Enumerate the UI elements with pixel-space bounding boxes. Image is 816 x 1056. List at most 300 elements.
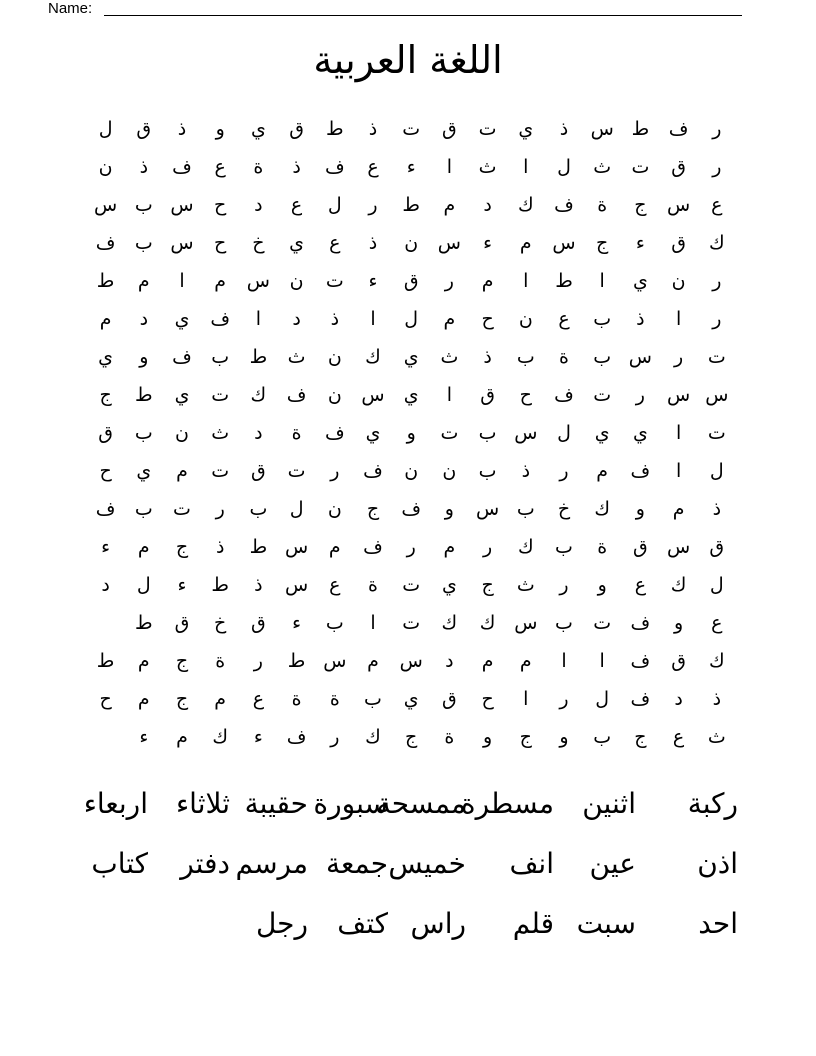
grid-letter: ح [481,688,494,710]
grid-letter: ء [635,232,645,254]
grid-letter: و [674,612,684,634]
grid-letter: ي [289,232,305,254]
grid-letter: ج [175,536,189,558]
grid-letter: ط [249,536,268,558]
grid-letter: م [137,270,150,292]
grid-letter: ت [211,460,230,482]
grid-letter: ا [446,384,453,406]
grid-letter: ك [594,498,611,520]
grid-letter: م [176,726,188,748]
grid-letter: ت [593,612,612,634]
grid-letter: ق [671,650,686,672]
grid-letter: ر [368,194,378,216]
word-bank-word: مسطرة [460,787,554,820]
grid-letter: م [328,536,341,558]
grid-letter: ء [101,536,111,558]
grid-letter: م [137,688,150,710]
grid-letter: ك [441,612,458,634]
word-bank-word: عين [589,847,636,880]
grid-letter: م [137,650,150,672]
grid-letter: ف [324,422,345,444]
grid-letter: ر [330,460,340,482]
grid-letter: ط [96,650,115,672]
grid-letter: ي [174,384,190,406]
grid-letter: م [367,650,379,672]
grid-letter: م [443,536,456,558]
grid-letter: ب [593,308,612,330]
grid-letter: ب [134,194,153,216]
grid-letter: ع [290,194,303,216]
grid-letter: و [635,498,645,520]
grid-letter: ط [211,574,229,596]
grid-letter: ج [175,650,189,672]
grid-letter: ت [325,270,344,292]
grid-letter: ذ [292,156,301,178]
grid-letter: س [666,384,691,406]
grid-letter: س [93,194,118,216]
grid-letter: ي [98,346,114,368]
word-bank-word: احد [698,907,738,940]
word-bank-word: انف [509,847,554,880]
grid-letter: ع [711,612,723,634]
grid-letter: م [519,232,532,254]
grid-letter: ي [136,460,152,482]
grid-letter: ر [330,726,340,748]
grid-row [86,186,736,224]
grid-letter: ة [253,156,264,178]
grid-letter: ج [596,232,609,254]
grid-letter: ب [211,346,230,368]
grid-letter: ا [599,650,605,672]
grid-letter: د [139,308,149,330]
grid-letter: ف [286,384,307,406]
grid-letter: ذ [368,118,378,140]
grid-letter: ف [630,460,651,482]
grid-letter: ب [516,498,535,520]
word-bank-word: جمعة [325,847,388,880]
grid-letter: ت [631,156,650,178]
grid-row [86,680,736,718]
grid-letter: ف [172,156,192,178]
grid-letter: ي [250,118,266,140]
grid-letter: ط [631,118,650,140]
grid-letter: ق [251,612,266,634]
grid-letter: س [666,194,691,216]
grid-letter: ق [442,688,457,710]
grid-letter: ك [212,726,229,748]
grid-letter: ذ [254,574,263,596]
word-bank-row [40,896,740,956]
grid-letter: ع [558,308,570,330]
word-bank-word: ممسحة [376,787,466,820]
page-title: اللغة العربية [313,38,503,82]
grid-letter: ت [402,612,421,634]
grid-letter: د [292,308,301,330]
word-bank-word: سبت [576,907,636,940]
grid-letter: ن [671,270,686,292]
grid-letter: ق [289,118,304,140]
grid-letter: ي [174,308,190,330]
grid-letter: ء [253,726,263,748]
grid-letter: د [674,688,683,710]
grid-letter: م [443,194,456,216]
grid-letter: ج [405,726,418,748]
grid-letter: ت [173,498,191,520]
grid-letter: ف [401,498,422,520]
grid-letter: ت [287,460,306,482]
grid-letter: ا [523,270,529,292]
grid-letter: و [139,346,149,368]
grid-letter: ع [672,726,685,748]
grid-row [86,718,736,756]
grid-letter: ل [289,498,304,520]
grid-letter: ق [403,270,419,292]
grid-letter: ب [516,346,535,368]
grid-letter: ط [402,194,420,216]
grid-letter: ج [481,574,494,596]
grid-row [86,566,736,604]
grid-letter: ل [327,194,342,216]
grid-letter: ة [444,726,455,748]
grid-letter: س [361,384,385,406]
grid-letter: ا [523,688,529,710]
grid-letter: ق [709,536,725,558]
grid-letter: س [284,536,309,558]
grid-letter: ي [632,422,648,444]
grid-letter: س [628,346,652,368]
grid-letter: ن [404,232,419,254]
grid-letter: و [483,726,493,748]
grid-letter: ة [559,346,569,368]
grid-letter: د [483,194,492,216]
grid-letter: ب [478,422,497,444]
grid-letter: ف [554,194,574,216]
grid-letter: ن [175,422,189,444]
grid-letter: ذ [368,232,378,254]
grid-letter: ي [403,688,419,710]
grid-letter: ف [630,688,651,710]
grid-letter: ح [214,194,227,216]
grid-letter: ء [292,612,302,634]
grid-row [86,414,736,452]
grid-letter: ف [630,612,651,634]
grid-letter: ة [597,194,608,216]
grid-letter: ر [712,156,722,178]
grid-letter: خ [214,612,227,634]
grid-letter: د [254,194,263,216]
grid-letter: ذ [521,460,531,482]
grid-letter: س [284,574,309,596]
grid-letter: م [176,460,188,482]
grid-letter: ر [406,536,416,558]
grid-letter: ط [555,270,573,292]
grid-letter: ق [633,536,648,558]
grid-letter: ك [708,232,725,254]
grid-letter: ف [324,156,345,178]
grid-letter: ث [516,574,535,596]
grid-letter: س [590,118,614,140]
grid-letter: ر [712,308,722,330]
grid-letter: ط [249,346,268,368]
grid-row [86,528,736,566]
word-bank-word: سبورة [313,787,388,820]
grid-letter: س [170,194,194,216]
grid-letter: ع [252,688,265,710]
grid-letter: س [514,612,538,634]
grid-letter: ر [559,574,569,596]
grid-letter: ا [675,422,682,444]
grid-letter: ح [214,232,227,254]
grid-letter: ق [671,156,686,178]
grid-letter: ع [367,156,379,178]
grid-letter: ء [368,270,378,292]
grid-letter: ع [634,574,647,596]
grid-letter: ق [136,118,152,140]
grid-letter: ر [444,270,454,292]
grid-row [86,148,736,186]
grid-letter: ف [363,536,383,558]
grid-letter: ل [98,118,113,140]
grid-letter: ج [519,726,532,748]
grid-letter: ط [326,118,344,140]
grid-letter: س [437,232,461,254]
grid-letter: ن [289,270,304,292]
grid-letter: ي [403,384,419,406]
grid-letter: ر [712,270,722,292]
grid-letter: ف [363,460,383,482]
grid-letter: ب [134,498,153,520]
name-underline [104,15,742,16]
grid-letter: س [399,650,423,672]
grid-letter: م [137,536,150,558]
grid-row [86,300,736,338]
word-bank-word: راس [410,907,466,940]
grid-letter: ق [671,232,686,254]
grid-letter: ف [95,498,116,520]
grid-letter: ذ [559,118,569,140]
grid-letter: ا [255,308,262,330]
grid-letter: ت [707,422,726,444]
grid-letter: ج [634,194,647,216]
grid-letter: ق [480,384,495,406]
grid-letter: ل [404,308,419,330]
grid-letter: ك [670,574,687,596]
grid-letter: ة [368,574,378,596]
grid-letter: و [215,118,225,140]
grid-letter: ك [517,536,534,558]
grid-letter: ل [595,688,610,710]
grid-letter: ن [518,308,533,330]
grid-letter: ة [597,536,608,558]
grid-letter: ب [555,612,573,634]
grid-letter: ك [365,726,381,748]
grid-letter: ذ [330,308,340,330]
grid-letter: س [323,650,347,672]
grid-letter: ح [481,308,494,330]
grid-letter: ة [291,422,302,444]
grid-letter: ي [594,422,610,444]
grid-letter: ف [668,118,689,140]
grid-letter: و [406,422,416,444]
name-line [48,0,748,20]
grid-letter: م [672,498,685,520]
grid-letter: ا [561,650,567,672]
grid-letter: د [445,650,454,672]
grid-letter: ل [557,422,571,444]
grid-letter: ل [136,574,151,596]
grid-row [86,452,736,490]
grid-letter: ث [211,422,230,444]
grid-letter: ن [404,460,419,482]
grid-letter: ب [364,688,382,710]
grid-letter: ب [478,460,497,482]
grid-letter: س [552,232,576,254]
grid-row [86,110,736,148]
grid-letter: س [514,422,538,444]
grid-letter: ا [179,270,185,292]
grid-letter: ب [593,726,612,748]
grid-letter: م [519,650,532,672]
grid-letter: ف [210,308,231,330]
grid-letter: ر [483,536,493,558]
grid-letter: ل [709,574,724,596]
name-label: Name: [48,0,93,17]
grid-letter: ف [286,726,307,748]
grid-letter: ت [440,422,459,444]
word-bank-word: قلم [512,907,554,940]
grid-letter: ط [135,612,153,634]
grid-letter: م [596,460,609,482]
grid-letter: ر [253,650,263,672]
grid-letter: ع [329,232,341,254]
grid-letter: ث [287,346,306,368]
grid-row [86,224,736,262]
grid-letter: ط [135,384,153,406]
grid-letter: ع [711,194,723,216]
grid-letter: م [443,308,456,330]
grid-letter: س [170,232,194,254]
word-bank-word: كتاب [91,847,148,880]
grid-letter: ق [251,460,266,482]
grid-letter: ح [99,688,112,710]
grid-letter: د [254,422,263,444]
grid-letter: ث [593,156,612,178]
grid-letter: ي [441,574,457,596]
grid-letter: ذ [177,118,187,140]
word-bank-row [40,776,740,836]
grid-letter: ن [327,384,342,406]
grid-letter: م [481,650,494,672]
grid-letter: ي [632,270,648,292]
word-bank-word: اذن [697,847,738,880]
grid-letter: س [666,536,691,558]
grid-letter: ن [98,156,113,178]
grid-letter: ا [599,270,605,292]
grid-letter: ف [95,232,116,254]
grid-letter: ق [442,118,457,140]
word-bank-word: ركبة [687,787,738,820]
word-bank-word: حقيبة [244,787,308,820]
grid-letter: ك [250,384,267,406]
word-bank-word: اربعاء [83,787,148,820]
grid-letter: ت [593,384,612,406]
grid-letter: ذ [139,156,149,178]
grid-letter: م [214,688,227,710]
grid-letter: ا [370,612,376,634]
grid-letter: و [597,574,607,596]
grid-letter: ت [402,574,421,596]
grid-letter: ف [630,650,651,672]
grid-letter: ء [406,156,416,178]
grid-letter: ت [402,118,421,140]
grid-letter: ب [134,422,153,444]
grid-letter: ذ [636,308,645,330]
grid-row [86,604,736,642]
grid-row [86,376,736,414]
grid-letter: ع [214,156,226,178]
grid-letter: د [101,574,110,596]
grid-letter: ب [134,232,153,254]
grid-letter: ة [215,650,226,672]
grid-letter: ح [99,460,112,482]
grid-letter: ا [675,460,682,482]
grid-letter: ج [99,384,112,406]
grid-letter: ذ [215,536,225,558]
grid-letter: ت [478,118,497,140]
word-bank-word: رجل [255,907,308,940]
word-bank-word: مرسم [235,847,308,880]
grid-letter: ج [175,688,189,710]
grid-letter: س [475,498,500,520]
word-search-grid [86,110,736,756]
grid-letter: ل [557,156,571,178]
grid-letter: م [214,270,227,292]
grid-letter: ي [403,346,419,368]
grid-letter: ب [249,498,268,520]
grid-letter: ر [712,118,722,140]
grid-letter: ذ [712,688,722,710]
grid-letter: ا [523,156,529,178]
grid-letter: و [559,726,569,748]
grid-row [86,262,736,300]
grid-letter: ب [593,346,612,368]
grid-letter: ء [483,232,493,254]
grid-letter: ط [96,270,115,292]
word-bank-word: خميس [388,847,466,880]
grid-row [86,490,736,528]
grid-letter: ت [707,346,726,368]
word-bank-word: دفتر [180,847,230,880]
grid-letter: م [99,308,112,330]
grid-letter: ة [291,688,302,710]
grid-letter: ك [365,346,381,368]
grid-letter: ا [446,156,453,178]
grid-letter: ث [440,346,459,368]
grid-letter: ب [555,536,573,558]
grid-letter: ن [327,346,342,368]
grid-letter: ج [366,498,380,520]
grid-row [86,338,736,376]
word-bank-word: كتف [337,907,388,940]
grid-letter: ح [519,384,532,406]
grid-letter: ر [559,460,569,482]
grid-letter: ك [517,194,534,216]
grid-letter: ق [98,422,113,444]
grid-letter: ق [174,612,190,634]
grid-letter: ب [325,612,344,634]
grid-letter: ذ [483,346,492,368]
grid-letter: س [246,270,270,292]
